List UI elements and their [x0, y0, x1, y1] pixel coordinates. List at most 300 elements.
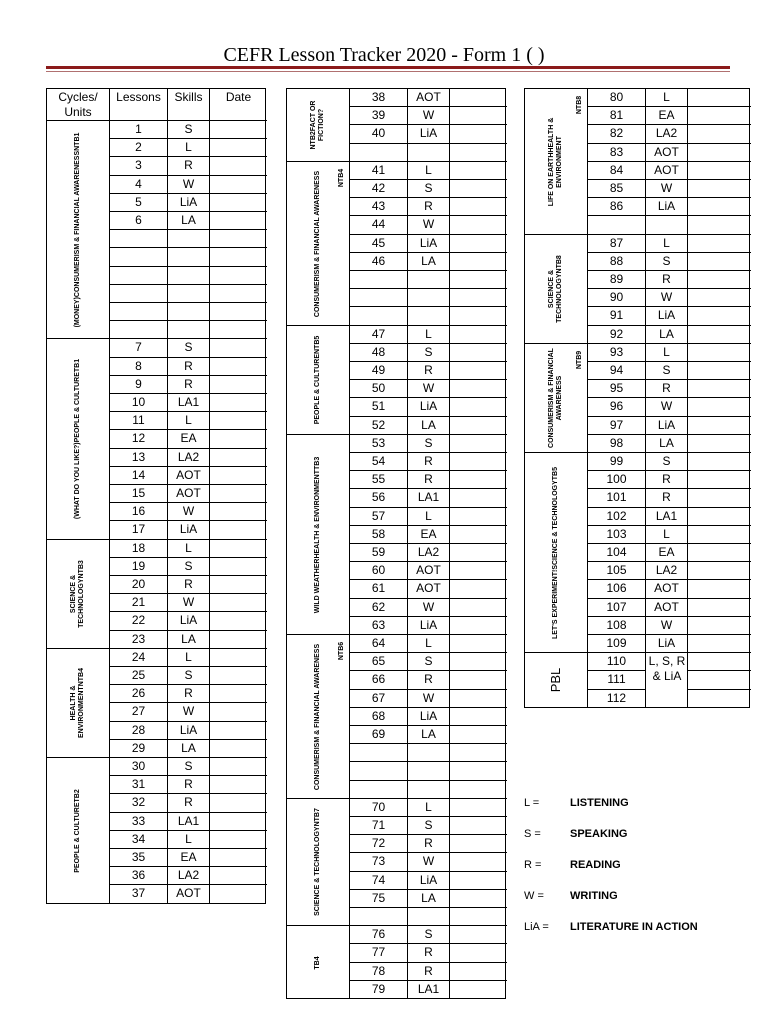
lesson-date-cell[interactable] — [450, 307, 507, 325]
lesson-date-cell[interactable] — [450, 908, 507, 926]
lesson-number: 34 — [110, 831, 168, 849]
lesson-number: 30 — [110, 758, 168, 776]
lesson-date-cell[interactable] — [210, 540, 267, 558]
lesson-date-cell[interactable] — [688, 107, 751, 125]
lesson-skill: LA — [646, 435, 688, 453]
lesson-date-cell[interactable] — [688, 508, 751, 526]
lesson-date-cell[interactable] — [450, 198, 507, 216]
lesson-date-cell[interactable] — [450, 744, 507, 762]
lesson-date-cell[interactable] — [688, 599, 751, 617]
lesson-number: 17 — [110, 521, 168, 539]
lesson-date-cell[interactable] — [688, 544, 751, 562]
lesson-number: 18 — [110, 540, 168, 558]
lesson-date-cell[interactable] — [210, 667, 267, 685]
lesson-date-cell[interactable] — [450, 107, 507, 125]
legend-value: READING — [570, 859, 621, 871]
lesson-number: 32 — [110, 794, 168, 812]
lesson-date-cell[interactable] — [450, 435, 507, 453]
lesson-number: 7 — [110, 339, 168, 357]
lesson-number: 42 — [350, 180, 408, 198]
legend-value: SPEAKING — [570, 828, 628, 840]
lesson-number: 11 — [110, 412, 168, 430]
lesson-number: 33 — [110, 813, 168, 831]
lesson-date-cell[interactable] — [688, 344, 751, 362]
unit-block — [525, 235, 751, 344]
lesson-date-cell[interactable] — [450, 398, 507, 416]
lesson-date-cell[interactable] — [450, 271, 507, 289]
lesson-date-cell[interactable] — [688, 398, 751, 416]
unit-label: SCIENCE & TECHNOLOGYNTB7 — [314, 808, 321, 917]
lesson-skill: W — [646, 398, 688, 416]
lesson-skill — [646, 216, 688, 234]
lesson-number: 74 — [350, 872, 408, 890]
unit-label: SCIENCE & TECHNOLOGYNTB3 — [70, 560, 85, 629]
legend-row — [524, 890, 754, 910]
lesson-skill — [408, 289, 450, 307]
lesson-date-cell[interactable] — [210, 139, 267, 157]
lesson-skill: EA — [646, 544, 688, 562]
lesson-date-cell[interactable] — [210, 176, 267, 194]
unit-block — [525, 453, 751, 653]
lesson-skill: L — [646, 235, 688, 253]
lesson-date-cell[interactable] — [688, 526, 751, 544]
lesson-skill — [408, 908, 450, 926]
lesson-skill: R — [408, 671, 450, 689]
legend-key: R = — [524, 859, 542, 871]
lesson-number: 80 — [588, 89, 646, 107]
lesson-date-cell[interactable] — [210, 503, 267, 521]
lesson-date-cell[interactable] — [450, 781, 507, 799]
lesson-date-cell[interactable] — [450, 653, 507, 671]
unit-label: CONSUMERISM & FINANCIAL AWARENESS — [548, 348, 563, 449]
lesson-date-cell[interactable] — [210, 558, 267, 576]
lesson-skill: W — [168, 703, 210, 721]
lesson-date-cell[interactable] — [450, 362, 507, 380]
lesson-skill: LA2 — [646, 562, 688, 580]
lesson-number: 2 — [110, 139, 168, 157]
lesson-date-cell[interactable] — [450, 617, 507, 635]
lesson-date-cell[interactable] — [210, 376, 267, 394]
lesson-date-cell[interactable] — [688, 198, 751, 216]
lesson-date-cell[interactable] — [450, 926, 507, 944]
lesson-skill: W — [168, 503, 210, 521]
lesson-skill: L — [646, 89, 688, 107]
unit-label-cell — [525, 235, 588, 344]
lesson-date-cell[interactable] — [450, 690, 507, 708]
lesson-number: 91 — [588, 307, 646, 325]
lesson-date-cell[interactable] — [210, 813, 267, 831]
lesson-number — [350, 307, 408, 325]
lesson-skill: R — [408, 963, 450, 981]
lesson-number: 97 — [588, 417, 646, 435]
lesson-number: 108 — [588, 617, 646, 635]
lesson-date-cell[interactable] — [688, 89, 751, 107]
lesson-skill: LA2 — [408, 544, 450, 562]
lesson-date-cell[interactable] — [210, 722, 267, 740]
lesson-number: 59 — [350, 544, 408, 562]
unit-label-cell — [287, 926, 350, 999]
lesson-date-cell[interactable] — [688, 216, 751, 234]
lesson-date-cell[interactable] — [210, 794, 267, 812]
lesson-number: 61 — [350, 580, 408, 598]
lesson-date-cell[interactable] — [450, 963, 507, 981]
lesson-number: 79 — [350, 981, 408, 999]
lesson-number: 45 — [350, 235, 408, 253]
lesson-skill: LiA — [646, 198, 688, 216]
lesson-date-cell[interactable] — [210, 649, 267, 667]
lesson-skill: L — [168, 649, 210, 667]
unit-label: HEALTH & ENVIRONMENTNTB4 — [70, 668, 85, 739]
lesson-date-cell[interactable] — [688, 253, 751, 271]
lesson-number: 75 — [350, 890, 408, 908]
lesson-number: 20 — [110, 576, 168, 594]
lesson-skill: S — [408, 435, 450, 453]
lesson-date-cell[interactable] — [210, 831, 267, 849]
lesson-date-cell[interactable] — [210, 412, 267, 430]
lesson-date-cell[interactable] — [210, 885, 267, 903]
lesson-date-cell[interactable] — [450, 289, 507, 307]
lesson-date-cell[interactable] — [450, 580, 507, 598]
lesson-skill: L — [168, 831, 210, 849]
lesson-number: 77 — [350, 944, 408, 962]
lesson-date-cell[interactable] — [210, 612, 267, 630]
lesson-date-cell[interactable] — [210, 485, 267, 503]
lesson-date-cell[interactable] — [450, 453, 507, 471]
lesson-number: 25 — [110, 667, 168, 685]
lesson-date-cell[interactable] — [688, 417, 751, 435]
unit-label: WILD WEATHERHEALTH & ENVIRONMENTTB3 — [314, 456, 321, 614]
unit-label-cell — [525, 453, 588, 653]
lesson-date-cell[interactable] — [450, 144, 507, 162]
lesson-number: 57 — [350, 508, 408, 526]
lesson-date-cell[interactable] — [450, 162, 507, 180]
lesson-number: 88 — [588, 253, 646, 271]
lesson-number: 12 — [110, 430, 168, 448]
lesson-date-cell[interactable] — [688, 635, 751, 653]
lesson-date-cell[interactable] — [210, 248, 267, 266]
lesson-skill — [168, 248, 210, 266]
lesson-number: 66 — [350, 671, 408, 689]
lesson-date-cell[interactable] — [210, 339, 267, 357]
lesson-date-cell[interactable] — [210, 157, 267, 175]
lesson-date-cell[interactable] — [450, 599, 507, 617]
lesson-date-cell[interactable] — [210, 594, 267, 612]
lesson-date-cell[interactable] — [688, 380, 751, 398]
lesson-date-cell[interactable] — [450, 872, 507, 890]
unit-code-label: NTB9 — [576, 350, 583, 369]
legend-key: W = — [524, 890, 544, 902]
lesson-number: 63 — [350, 617, 408, 635]
lesson-date-cell[interactable] — [450, 326, 507, 344]
lesson-skill — [408, 744, 450, 762]
lesson-date-cell[interactable] — [210, 394, 267, 412]
lesson-date-cell[interactable] — [450, 671, 507, 689]
lesson-number: 36 — [110, 867, 168, 885]
lesson-skill: EA — [168, 430, 210, 448]
lesson-date-cell[interactable] — [450, 253, 507, 271]
lesson-number: 46 — [350, 253, 408, 271]
lesson-number: 65 — [350, 653, 408, 671]
lesson-date-cell[interactable] — [688, 489, 751, 507]
lesson-number — [110, 321, 168, 339]
lesson-number: 71 — [350, 817, 408, 835]
lesson-date-cell[interactable] — [688, 125, 751, 143]
lesson-skill — [408, 307, 450, 325]
lesson-number: 54 — [350, 453, 408, 471]
lesson-skill: W — [408, 599, 450, 617]
lesson-date-cell[interactable] — [688, 562, 751, 580]
lesson-date-cell[interactable] — [210, 758, 267, 776]
lesson-number: 100 — [588, 471, 646, 489]
lesson-date-cell[interactable] — [210, 430, 267, 448]
lesson-date-cell[interactable] — [450, 471, 507, 489]
lesson-date-cell[interactable] — [210, 467, 267, 485]
lesson-skill: S — [646, 253, 688, 271]
lesson-date-cell[interactable] — [450, 562, 507, 580]
lesson-number: 44 — [350, 216, 408, 234]
legend-value: LITERATURE IN ACTION — [570, 921, 698, 933]
unit-label-cell — [47, 758, 110, 904]
lesson-date-cell[interactable] — [450, 817, 507, 835]
lesson-skill: LiA — [408, 708, 450, 726]
lesson-number: 92 — [588, 326, 646, 344]
lesson-number: 93 — [588, 344, 646, 362]
lesson-skill: LiA — [646, 635, 688, 653]
lesson-skill: R — [168, 157, 210, 175]
lesson-skill: LiA — [168, 194, 210, 212]
lesson-date-cell[interactable] — [450, 216, 507, 234]
lesson-date-cell[interactable] — [450, 708, 507, 726]
lesson-number: 68 — [350, 708, 408, 726]
lesson-date-cell[interactable] — [210, 576, 267, 594]
lesson-skill: R — [408, 198, 450, 216]
lesson-skill: LA1 — [408, 981, 450, 999]
lesson-date-cell[interactable] — [688, 617, 751, 635]
lesson-number: 78 — [350, 963, 408, 981]
lesson-skill: R — [408, 471, 450, 489]
lesson-date-cell[interactable] — [450, 235, 507, 253]
lesson-date-cell[interactable] — [450, 489, 507, 507]
lesson-skill: LA — [408, 726, 450, 744]
lesson-number — [350, 908, 408, 926]
lesson-number: 37 — [110, 885, 168, 903]
lesson-skill: AOT — [646, 144, 688, 162]
lesson-skill: S — [408, 180, 450, 198]
lesson-number: 41 — [350, 162, 408, 180]
lesson-date-cell[interactable] — [450, 180, 507, 198]
lesson-number: 64 — [350, 635, 408, 653]
lesson-date-cell[interactable] — [450, 544, 507, 562]
lesson-date-cell[interactable] — [688, 471, 751, 489]
lesson-date-cell[interactable] — [210, 285, 267, 303]
lesson-skill: LA1 — [408, 489, 450, 507]
lesson-date-cell[interactable] — [688, 235, 751, 253]
lesson-date-cell[interactable] — [450, 853, 507, 871]
lesson-date-cell[interactable] — [688, 453, 751, 471]
lesson-number: 70 — [350, 799, 408, 817]
lesson-date-cell[interactable] — [450, 125, 507, 143]
lesson-date-cell[interactable] — [450, 799, 507, 817]
legend-value: WRITING — [570, 890, 618, 902]
lesson-date-cell[interactable] — [210, 867, 267, 885]
lesson-date-cell[interactable] — [210, 267, 267, 285]
lesson-number: 10 — [110, 394, 168, 412]
lesson-date-cell[interactable] — [450, 635, 507, 653]
lesson-number: 4 — [110, 176, 168, 194]
lesson-date-cell[interactable] — [210, 321, 267, 339]
lesson-number: 103 — [588, 526, 646, 544]
lesson-number: 43 — [350, 198, 408, 216]
lesson-date-cell[interactable] — [210, 230, 267, 248]
lesson-date-cell[interactable] — [210, 449, 267, 467]
lesson-skill: S — [408, 817, 450, 835]
unit-label: PEOPLE & CULTURENTB5 — [314, 335, 321, 425]
lesson-date-cell[interactable] — [210, 685, 267, 703]
lesson-date-cell[interactable] — [450, 944, 507, 962]
lesson-number: 56 — [350, 489, 408, 507]
lesson-date-cell[interactable] — [450, 417, 507, 435]
lesson-date-cell[interactable] — [450, 526, 507, 544]
lesson-skill — [168, 303, 210, 321]
lesson-number: 106 — [588, 580, 646, 598]
unit-label: (MONEY)CONSUMERISM & FINANCIAL AWARENESSNTB1 — [74, 132, 81, 328]
unit-label-cell — [47, 540, 110, 649]
lesson-date-cell[interactable] — [210, 303, 267, 321]
unit-code-label: NTB4 — [338, 168, 345, 187]
lesson-number: 105 — [588, 562, 646, 580]
lesson-number: 27 — [110, 703, 168, 721]
lesson-skill: S — [168, 758, 210, 776]
lesson-skill: S — [646, 453, 688, 471]
lesson-date-cell[interactable] — [688, 307, 751, 325]
lesson-date-cell[interactable] — [688, 144, 751, 162]
lesson-number: 89 — [588, 271, 646, 289]
lesson-date-cell[interactable] — [688, 653, 751, 671]
lesson-date-cell[interactable] — [688, 326, 751, 344]
lesson-number: 6 — [110, 212, 168, 230]
lesson-date-cell[interactable] — [688, 435, 751, 453]
lesson-number: 31 — [110, 776, 168, 794]
lesson-number: 5 — [110, 194, 168, 212]
lesson-date-cell[interactable] — [450, 981, 507, 999]
lesson-date-cell[interactable] — [450, 380, 507, 398]
lesson-date-cell[interactable] — [688, 580, 751, 598]
lesson-number: 1 — [110, 121, 168, 139]
lesson-date-cell[interactable] — [450, 890, 507, 908]
unit-block — [287, 435, 507, 635]
lesson-skill — [168, 230, 210, 248]
lesson-skill: EA — [168, 849, 210, 867]
lesson-date-cell[interactable] — [688, 162, 751, 180]
unit-label: PEOPLE & CULTURETB2 — [74, 789, 81, 873]
title-rule — [46, 66, 730, 69]
lesson-skill: W — [646, 180, 688, 198]
lesson-number — [350, 289, 408, 307]
lesson-date-cell[interactable] — [210, 849, 267, 867]
lesson-skill: LA1 — [168, 394, 210, 412]
lesson-date-cell[interactable] — [450, 508, 507, 526]
lesson-number — [110, 267, 168, 285]
lesson-date-cell[interactable] — [450, 762, 507, 780]
lesson-skill: LA — [168, 212, 210, 230]
lesson-date-cell[interactable] — [688, 690, 751, 708]
lesson-number: 13 — [110, 449, 168, 467]
unit-code-label: NTB6 — [338, 641, 345, 661]
lesson-skill: W — [408, 216, 450, 234]
lesson-date-cell[interactable] — [688, 362, 751, 380]
lesson-number — [110, 303, 168, 321]
lesson-number: 15 — [110, 485, 168, 503]
lesson-skill: W — [408, 107, 450, 125]
lesson-number: 112 — [588, 690, 646, 708]
lesson-date-cell[interactable] — [210, 194, 267, 212]
lesson-skill: R — [408, 944, 450, 962]
lesson-date-cell[interactable] — [688, 289, 751, 307]
lesson-date-cell[interactable] — [210, 121, 267, 139]
lesson-number: 96 — [588, 398, 646, 416]
lesson-number: 3 — [110, 157, 168, 175]
lesson-number: 98 — [588, 435, 646, 453]
lesson-date-cell[interactable] — [450, 89, 507, 107]
lesson-date-cell[interactable] — [450, 835, 507, 853]
legend-key: S = — [524, 828, 541, 840]
page-title: CEFR Lesson Tracker 2020 - Form 1 ( ) — [223, 44, 545, 66]
header-skills: Skills — [168, 89, 210, 121]
unit-block — [287, 162, 507, 326]
lesson-date-cell[interactable] — [210, 776, 267, 794]
legend-key: LiA = — [524, 921, 549, 933]
lesson-number: 49 — [350, 362, 408, 380]
lesson-date-cell[interactable] — [688, 671, 751, 689]
lesson-number: 102 — [588, 508, 646, 526]
lesson-skill: LA — [408, 417, 450, 435]
lesson-date-cell[interactable] — [210, 212, 267, 230]
lesson-skill — [408, 271, 450, 289]
lesson-skill: R — [646, 471, 688, 489]
lesson-date-cell[interactable] — [210, 358, 267, 376]
lesson-number: 16 — [110, 503, 168, 521]
tracker-table-3 — [524, 88, 750, 708]
lesson-skill — [168, 285, 210, 303]
lesson-skill: W — [408, 380, 450, 398]
lesson-date-cell[interactable] — [210, 631, 267, 649]
unit-label-cell — [287, 326, 350, 435]
lesson-skill: S — [408, 926, 450, 944]
lesson-skill: AOT — [408, 580, 450, 598]
unit-label: TB4 — [314, 955, 321, 970]
lesson-number: 52 — [350, 417, 408, 435]
unit-block — [287, 926, 507, 999]
lesson-skill: EA — [646, 107, 688, 125]
lesson-skill: L — [408, 162, 450, 180]
lesson-skill: EA — [408, 526, 450, 544]
lesson-date-cell[interactable] — [450, 726, 507, 744]
lesson-skill: S — [646, 362, 688, 380]
lesson-date-cell[interactable] — [688, 271, 751, 289]
lesson-skill: LA2 — [168, 867, 210, 885]
lesson-number: 35 — [110, 849, 168, 867]
lesson-date-cell[interactable] — [688, 180, 751, 198]
lesson-date-cell[interactable] — [450, 344, 507, 362]
lesson-number — [350, 744, 408, 762]
lesson-date-cell[interactable] — [210, 703, 267, 721]
lesson-skill: AOT — [408, 89, 450, 107]
lesson-number: 8 — [110, 358, 168, 376]
lesson-number: 23 — [110, 631, 168, 649]
lesson-date-cell[interactable] — [210, 740, 267, 758]
lesson-date-cell[interactable] — [210, 521, 267, 539]
lesson-skill: LA2 — [168, 449, 210, 467]
